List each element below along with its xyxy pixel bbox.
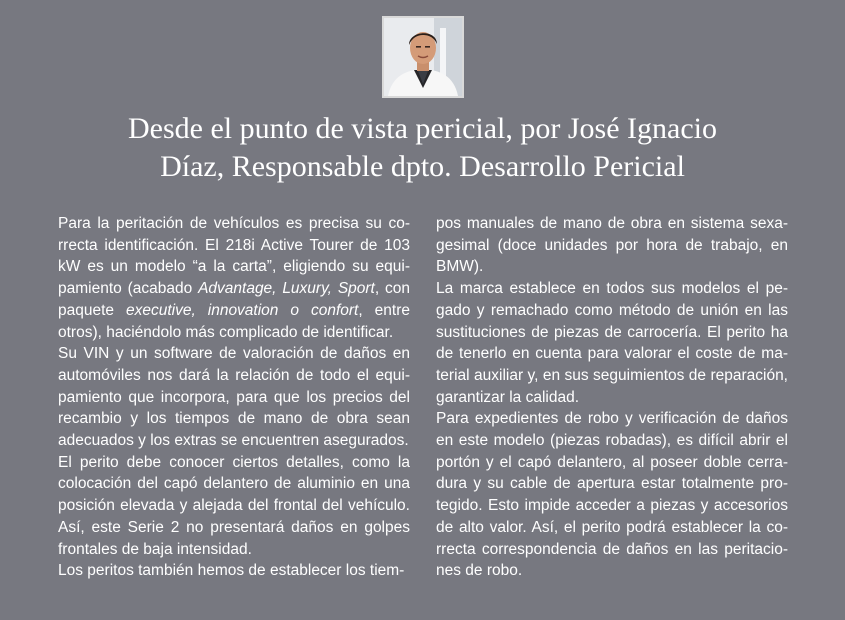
paragraph-text: , con paquete	[58, 280, 411, 319]
paragraph-bonnet: El perito debe conocer ciertos detalles, como la colocación del capó delantero de aluminio en una posición elevada y alejada del frontal del vehículo. Así, este Serie 2 no presentará daños en golpes frontales de baja intensidad.	[58, 453, 410, 558]
headline-line-2: Díaz, Responsable dpto. Desarrollo Pericial	[160, 150, 685, 183]
article-column-left	[58, 213, 410, 582]
paragraph-theft: Para expedientes de robo y verificación de daños en este modelo (piezas robadas), es difícil abrir el portón y el capó delantero, al poseer doble cerradura y su cable de apertura estar totalmente protegido. Esto impide acceder a piezas y accesorios de alto valor. Así, el perito podrá establecer la correcta correspondencia de daños en las peritaciones de robo.	[436, 410, 788, 580]
article-headline	[40, 110, 805, 186]
headline-line-1: Desde el punto de vista pericial, por José Ignacio	[128, 112, 717, 145]
portrait-image	[384, 18, 462, 96]
paragraph-text: , entre otros), haciéndolo más complicado de identificar.	[58, 301, 410, 341]
package-options: executive, innovation o confort	[126, 301, 359, 319]
author-photo	[382, 16, 464, 98]
paragraph-text: Para la peritación de vehículos es precisa su correcta identificación. El 218i Active Tourer de 103 kW es un modelo “a la carta”, eligiendo su equipamiento (acabado	[58, 215, 410, 298]
paragraph-identification	[58, 213, 410, 343]
paragraph-labour-times-start: Los peritos también hemos de establecer los tiem-	[58, 562, 405, 580]
paragraph-bonding: La marca establece en todos sus modelos el pegado y remachado como método de unión en las sustituciones de piezas de carrocería. El perito ha de tenerlo en cuenta para valorar el coste de material auxiliar y, en sus seguimientos de reparación, garantizar la calidad.	[436, 280, 788, 406]
paragraph-vin: Su VIN y un software de valoración de daños en automóviles nos dará la relación de todo el equipamiento que incorpora, para que los precios del recambio y los tiempos de mano de obra sean adecuados y los extras se encuentren asegurados.	[58, 345, 410, 450]
article-column-right	[436, 213, 788, 582]
trim-levels: Advantage, Luxury, Sport	[198, 280, 375, 298]
paragraph-labour-times-end: pos manuales de mano de obra en sistema sexagesimal (doce unidades por hora de trabajo, en BMW).	[436, 215, 788, 276]
